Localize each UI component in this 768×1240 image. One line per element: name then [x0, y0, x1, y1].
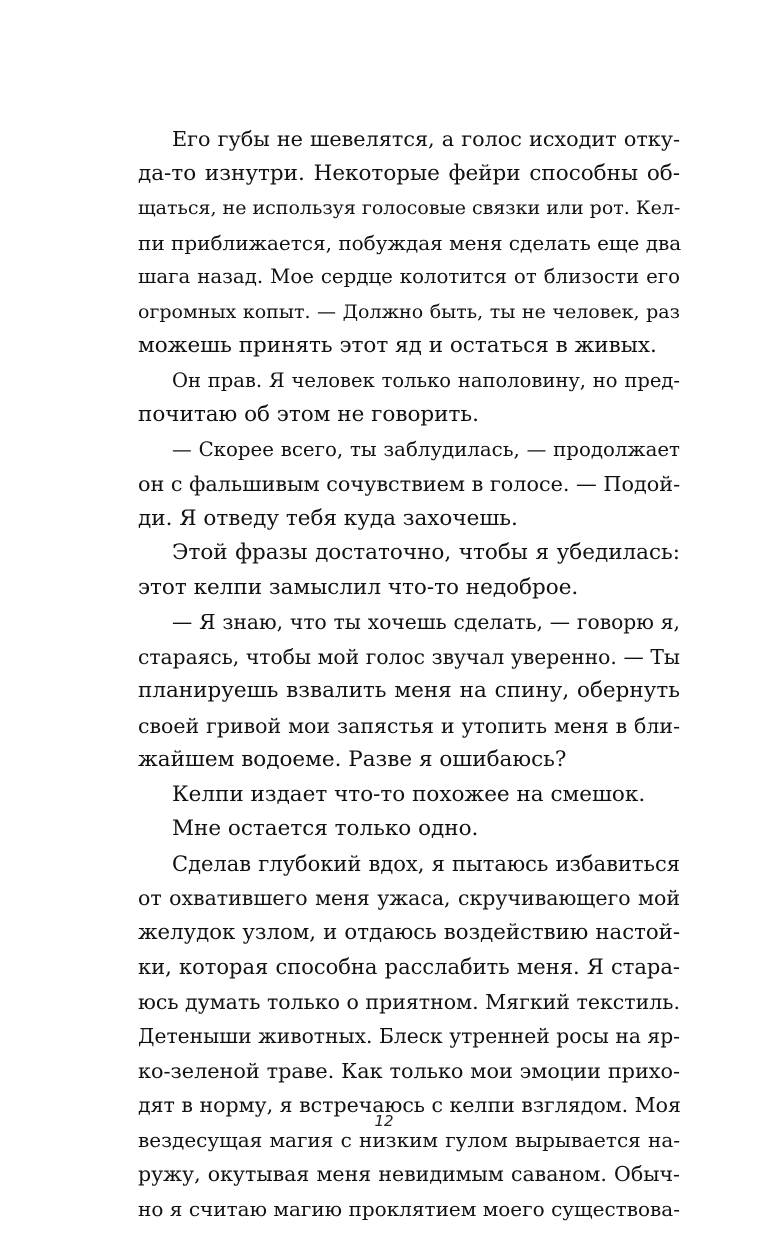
text-line: огромных копыт. — Должно быть, ты не человек, раз [138, 300, 680, 323]
text-line: пи приближается, побуждая меня сделать еще два [138, 230, 682, 255]
text-line: от охватившего меня ужаса, скручивающего мой [138, 886, 680, 910]
text-line: стараясь, чтобы мой голос звучал уверенно. — Ты [138, 644, 680, 669]
text-line: ружу, окутывая меня невидимым саваном. Обыч- [138, 1162, 680, 1186]
text-line: этот келпи замыслил что-то недоброе. [138, 574, 579, 600]
text-line: Он прав. Я человек только наполовину, но пред- [172, 368, 680, 392]
text-line: он с фальшивым сочувствием в голосе. — Подой- [138, 472, 681, 496]
text-line: Детеныши животных. Блеск утренней росы на яр- [138, 1024, 680, 1048]
text-line: вездесущая магия с низким гулом вырывается на- [138, 1127, 680, 1152]
text-line: своей гривой мои запястья и утопить меня в бли- [138, 713, 680, 738]
text-line: планируешь взвалить меня на спину, обернуть [138, 678, 680, 703]
text-line: юсь думать только о приятном. Мягкий текстиль. [138, 989, 680, 1014]
text-line: ко-зеленой траве. Как только мои эмоции прихо- [138, 1058, 680, 1083]
page-number: 12 [374, 1112, 394, 1130]
text-line: щаться, не используя голосовые связки или рот. Кел- [138, 197, 681, 219]
text-line: дят в норму, я встречаюсь с келпи взглядом. Моя [138, 1093, 681, 1117]
body-text [138, 122, 680, 1226]
text-line: почитаю об этом не говорить. [138, 402, 479, 427]
text-line: жайшем водоеме. Разве я ошибаюсь? [138, 747, 567, 772]
text-line: да-то изнутри. Некоторые фейри способны об- [138, 160, 680, 186]
text-line: Келпи издает что-то похожее на смешок. [172, 781, 646, 807]
text-line: — Я знаю, что ты хочешь сделать, — говорю я, [172, 610, 680, 634]
text-line: Его губы не шевелятся, а голос исходит отку- [172, 127, 680, 151]
text-line: ки, которая способна расслабить меня. Я стара- [138, 955, 680, 979]
text-line: Сделав глубокий вдох, я пытаюсь избавиться [172, 851, 680, 876]
text-line: — Скорее всего, ты заблудилась, — продолжает [172, 437, 680, 461]
text-line: Этой фразы достаточно, чтобы я убедилась: [172, 540, 680, 565]
text-line: желудок узлом, и отдаюсь воздействию настой- [138, 919, 680, 945]
text-line: Мне остается только одно. [172, 816, 479, 841]
text-line: но я считаю магию проклятием моего существова- [138, 1196, 680, 1221]
text-line: шага назад. Мое сердце колотится от близости его [138, 265, 680, 288]
text-line: ди. Я отведу тебя куда захочешь. [138, 505, 518, 531]
text-line: можешь принять этот яд и остаться в живых. [138, 333, 657, 358]
